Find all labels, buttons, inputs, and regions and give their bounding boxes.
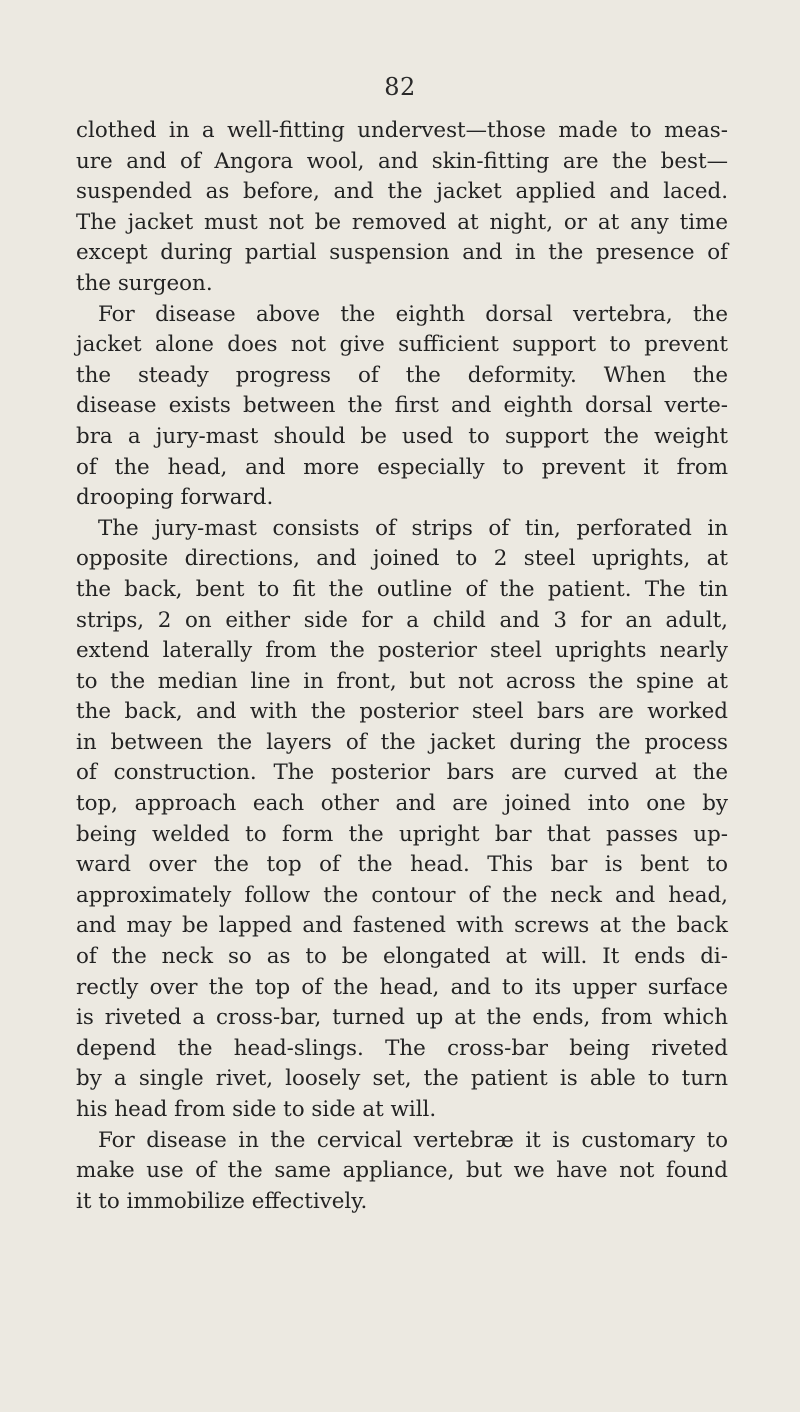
- text-line: is riveted a cross-bar, turned up at the ends, from which: [76, 1005, 728, 1031]
- text-line: ward over the top of the head. This bar is bent to: [76, 852, 728, 878]
- text-line: The jacket must not be removed at night, or at any time: [76, 209, 728, 235]
- text-line: approximately follow the contour of the neck and head,: [76, 882, 728, 908]
- text-line: it to immobilize effectively.: [76, 1188, 368, 1214]
- text-line: the steady progress of the deformity. When the: [76, 362, 728, 388]
- text-line: clothed in a well-fitting undervest—those made to meas-: [76, 118, 728, 143]
- text-line: disease exists between the first and eighth dorsal verte-: [76, 393, 728, 419]
- text-line: drooping forward.: [76, 485, 274, 511]
- text-line: the back, bent to fit the outline of the patient. The tin: [76, 576, 728, 602]
- text-line: For disease above the eighth dorsal vertebra, the: [98, 301, 728, 327]
- text-line: strips, 2 on either side for a child and 3 for an adult,: [76, 607, 728, 633]
- text-line: For disease in the cervical vertebræ it is customary to: [98, 1127, 728, 1153]
- text-line: ure and of Angora wool, and skin-fitting are the best—: [76, 148, 728, 174]
- text-line: top, approach each other and are joined into one by: [76, 791, 728, 817]
- text-line: by a single rivet, loosely set, the patient is able to turn: [76, 1066, 728, 1092]
- text-line: suspended as before, and the jacket applied and laced.: [76, 179, 728, 205]
- page-number: 82: [384, 73, 416, 101]
- text-line: in between the layers of the jacket during the process: [76, 729, 728, 755]
- text-line: extend laterally from the posterior steel uprights nearly: [76, 638, 728, 664]
- text-line: to the median line in front, but not across the spine at: [76, 668, 728, 694]
- text-line: depend the head-slings. The cross-bar being riveted: [76, 1035, 728, 1061]
- text-line: make use of the same appliance, but we have not found: [76, 1158, 728, 1184]
- text-line: the back, and with the posterior steel bars are worked: [76, 699, 728, 725]
- text-line: the surgeon.: [76, 270, 213, 296]
- text-line: except during partial suspension and in the presence of: [76, 240, 728, 266]
- text-line: and may be lapped and fastened with screws at the back: [76, 913, 728, 939]
- text-line: of the head, and more especially to prevent it from: [76, 454, 728, 480]
- text-line: opposite directions, and joined to 2 steel uprights, at: [76, 546, 728, 572]
- text-line: rectly over the top of the head, and to its upper surface: [76, 974, 728, 1000]
- text-line: of the neck so as to be elongated at will. It ends di-: [76, 944, 728, 970]
- text-line: jacket alone does not give sufficient support to prevent: [76, 332, 728, 358]
- text-line: The jury-mast consists of strips of tin, perforated in: [98, 515, 728, 541]
- text-line: of construction. The posterior bars are curved at the: [76, 760, 728, 786]
- text-line: bra a jury-mast should be used to support the weight: [76, 423, 728, 449]
- text-line: being welded to form the upright bar that passes up-: [76, 821, 728, 847]
- body-text: [76, 116, 728, 1217]
- text-line: his head from side to side at will.: [76, 1097, 437, 1122]
